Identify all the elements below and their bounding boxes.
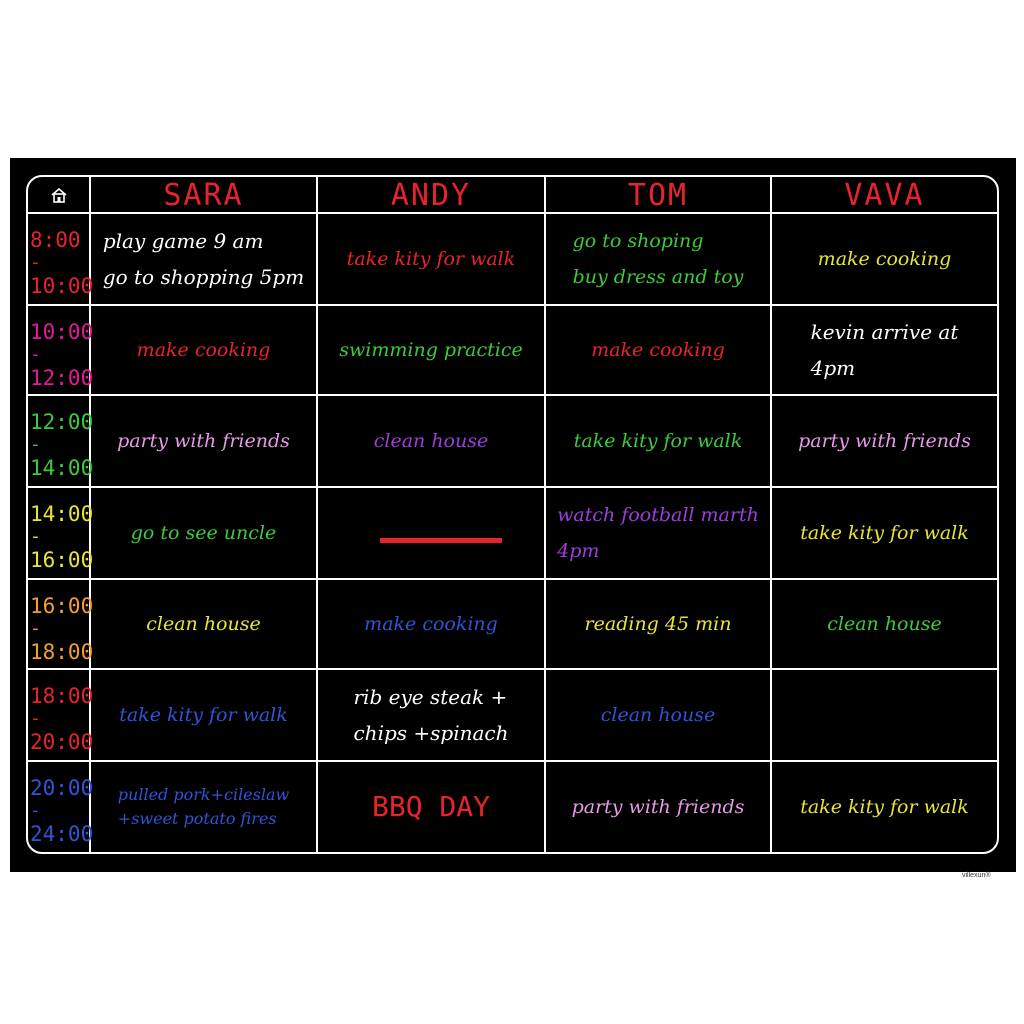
- schedule-cell: [318, 306, 544, 394]
- schedule-cell: [772, 762, 997, 852]
- schedule-cell: [91, 762, 316, 852]
- header-tom: TOM: [627, 177, 689, 213]
- time-start: 8:00: [30, 228, 81, 252]
- time-dash: -: [30, 708, 41, 729]
- time-slot: [30, 320, 94, 390]
- time-slot: [30, 502, 94, 572]
- cell-text: rib eye steak +: [353, 685, 508, 709]
- cell-text: buy dress and toy: [572, 266, 744, 288]
- time-end: 20:00: [30, 730, 94, 754]
- schedule-cell: [772, 580, 997, 668]
- cell-text: watch football marth: [557, 504, 759, 526]
- cell-text: reading 45 min: [584, 613, 732, 635]
- time-start: 14:00: [30, 502, 94, 526]
- schedule-cell: [772, 214, 997, 304]
- time-slot: [30, 776, 94, 846]
- time-dash: -: [30, 526, 41, 547]
- cell-text: clean house: [600, 704, 716, 726]
- cell-text: clean house: [827, 613, 942, 635]
- cell-text: make cooking: [136, 339, 271, 361]
- schedule-cell: [546, 580, 770, 668]
- cell-text: take kity for walk: [800, 522, 969, 544]
- time-end: 18:00: [30, 640, 94, 664]
- brand-label: villexun®: [962, 872, 991, 879]
- cell-text: make cooking: [591, 339, 725, 361]
- time-end: 14:00: [30, 456, 94, 480]
- cell-text: swimming practice: [339, 339, 523, 361]
- home-icon: [50, 186, 68, 204]
- cell-text: take kity for walk: [346, 248, 516, 270]
- header-sara: SARA: [163, 177, 244, 213]
- time-end: 24:00: [30, 822, 94, 846]
- schedule-cell: [546, 214, 770, 304]
- time-end: 10:00: [30, 274, 94, 298]
- cell-text: party with friends: [798, 430, 971, 452]
- schedule-cell: [318, 396, 544, 486]
- cell-text: chips +spinach: [353, 721, 509, 745]
- cell-text: pulled pork+cileslaw: [117, 785, 290, 804]
- cell-text: go to shopping 5pm: [102, 265, 305, 289]
- schedule-cell: [546, 306, 770, 394]
- time-dash: -: [30, 434, 41, 455]
- cell-text: BBQ DAY: [371, 790, 490, 823]
- header-vava: VAVA: [844, 177, 925, 213]
- schedule-cell: [546, 396, 770, 486]
- schedule-cell: [546, 488, 770, 578]
- cell-text: kevin arrive at: [810, 320, 959, 344]
- cell-text: play game 9 am: [102, 229, 264, 253]
- time-end: 12:00: [30, 366, 94, 390]
- schedule-cell: [91, 488, 316, 578]
- time-dash: -: [30, 618, 41, 639]
- time-start: 20:00: [30, 776, 94, 800]
- time-dash: -: [30, 344, 41, 365]
- time-dash: -: [30, 800, 41, 821]
- schedule-cell: [772, 396, 997, 486]
- cell-text: make cooking: [817, 248, 952, 270]
- cell-text: +sweet potato fires: [117, 809, 277, 828]
- header-andy: ANDY: [390, 177, 472, 213]
- time-end: 16:00: [30, 548, 94, 572]
- schedule-cell: [91, 670, 316, 760]
- schedule-cell: [318, 214, 544, 304]
- cell-text: make cooking: [364, 613, 498, 635]
- cell-text: take kity for walk: [573, 430, 743, 452]
- schedule-cell: [318, 488, 544, 578]
- time-slot: [30, 228, 94, 298]
- cell-text: 4pm: [557, 540, 600, 562]
- time-start: 16:00: [30, 594, 94, 618]
- schedule-cell: [772, 306, 997, 394]
- schedule-cell: [318, 670, 544, 760]
- schedule-cell: [318, 762, 544, 852]
- time-dash: -: [30, 252, 41, 273]
- cell-text: party with friends: [571, 796, 745, 818]
- schedule-cell: [91, 214, 316, 304]
- time-slot: [30, 594, 94, 664]
- time-slot: [30, 410, 94, 480]
- schedule-cell: [772, 488, 997, 578]
- time-slot: [30, 684, 94, 754]
- cell-text: clean house: [146, 613, 261, 635]
- cell-text: clean house: [373, 430, 489, 452]
- cell-text: go to shoping: [572, 230, 704, 252]
- schedule-cell: [91, 396, 316, 486]
- schedule-cell: [318, 580, 544, 668]
- cell-text: 4pm: [810, 356, 856, 380]
- schedule-cell: [546, 762, 770, 852]
- schedule-cell: [91, 306, 316, 394]
- cell-text: take kity for walk: [800, 796, 969, 818]
- time-start: 18:00: [30, 684, 94, 708]
- empty-slot-dash: [380, 538, 502, 543]
- cell-text: take kity for walk: [119, 704, 288, 726]
- schedule-cell: [772, 670, 997, 760]
- schedule-cell: [91, 580, 316, 668]
- schedule-cell: [546, 670, 770, 760]
- cell-text: go to see uncle: [130, 522, 277, 544]
- cell-text: party with friends: [117, 430, 290, 452]
- time-start: 12:00: [30, 410, 94, 434]
- time-start: 10:00: [30, 320, 94, 344]
